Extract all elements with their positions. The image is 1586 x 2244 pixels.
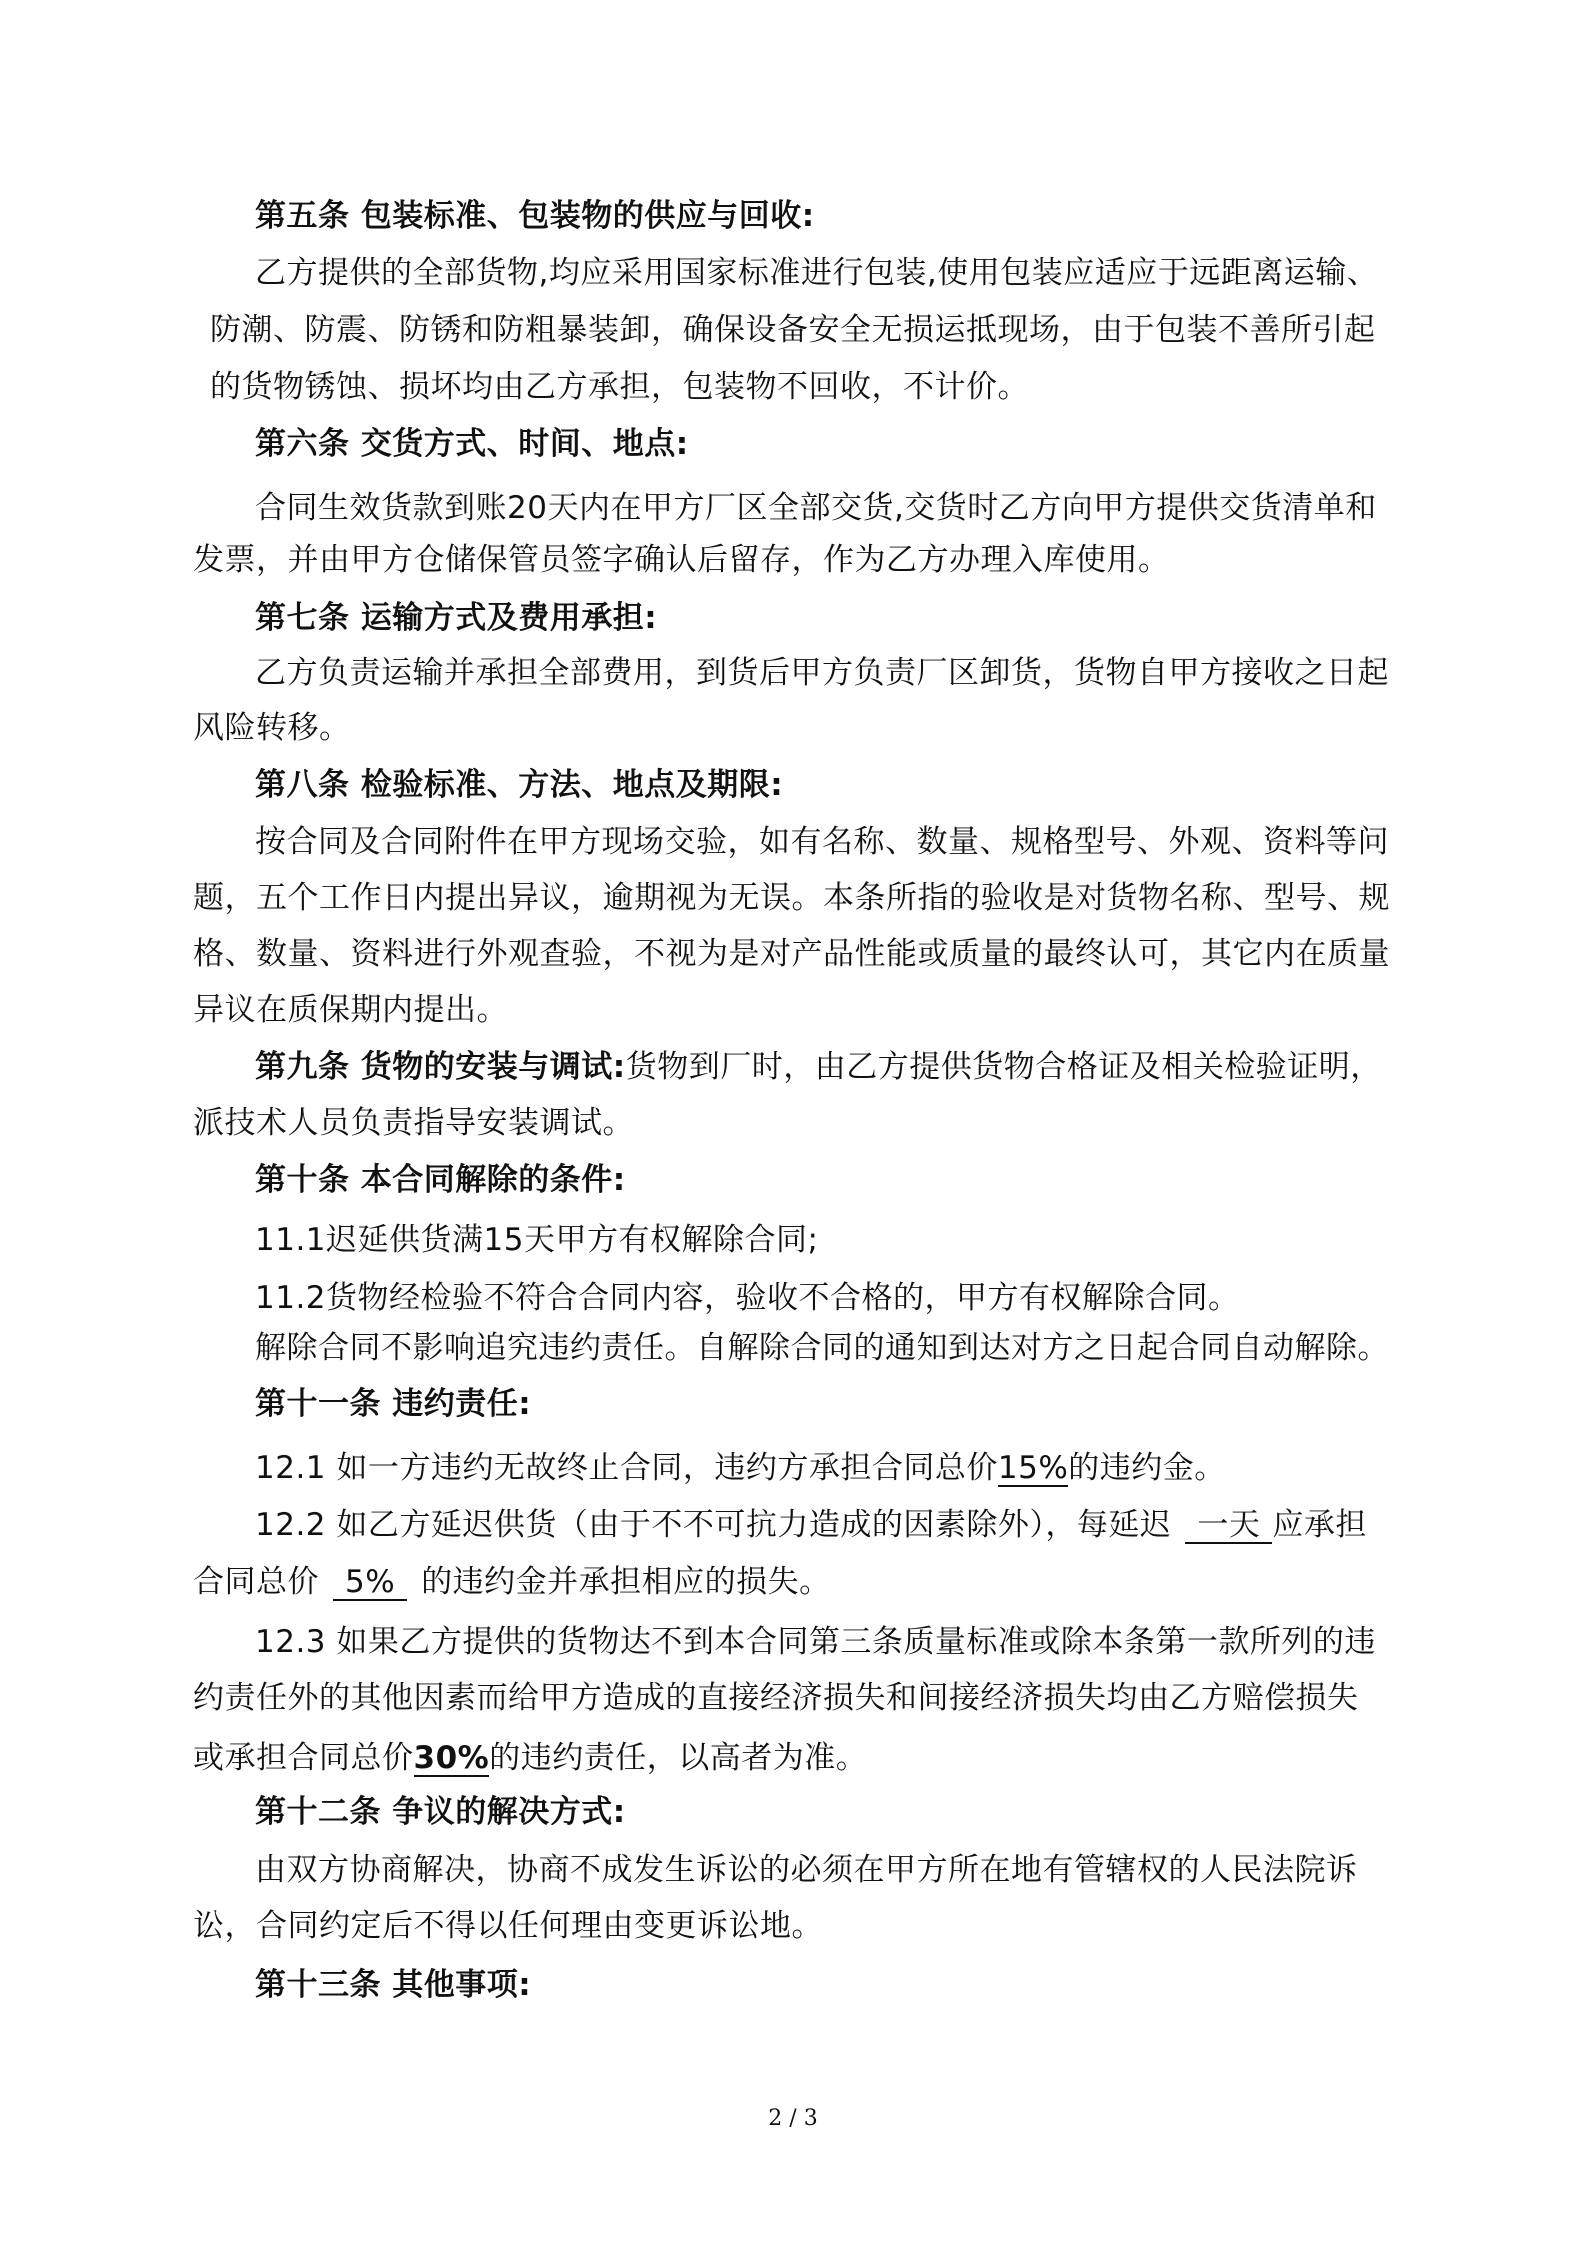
clause-12-1-text: 12.1 如一方违约无故终止合同，违约方承担合同总价 — [255, 1450, 998, 1486]
article-5-line-2: 防潮、防震、防锈和防粗暴装卸，确保设备安全无损运抵现场，由于包装不善所引起 — [210, 312, 1376, 348]
clause-12-1-tail: 的违约金。 — [1068, 1450, 1226, 1486]
article-8-heading: 第八条 检验标准、方法、地点及期限: — [255, 767, 784, 803]
article-7-line-2: 风险转移。 — [193, 710, 351, 746]
article-12-heading: 第十二条 争议的解决方式: — [255, 1794, 626, 1830]
article-11-clause-3-line-2: 约责任外的其他因素而给甲方造成的直接经济损失和间接经济损失均由乙方赔偿损失 — [193, 1680, 1359, 1716]
clause-12-2-text-2: 合同总价 — [193, 1564, 319, 1600]
article-9-line-1 — [255, 1047, 1382, 1087]
article-8-line-2: 题，五个工作日内提出异议，逾期视为无误。本条所指的验收是对货物名称、型号、规 — [193, 880, 1390, 916]
article-9-line-2: 派技术人员负责指导安装调试。 — [193, 1105, 634, 1141]
article-12-line-2: 讼，合同约定后不得以任何理由变更诉讼地。 — [193, 1908, 823, 1944]
article-8-line-4: 异议在质保期内提出。 — [193, 992, 508, 1028]
clause-12-2-tail: 应承担 — [1272, 1507, 1367, 1543]
article-8-line-3: 格、数量、资料进行外观查验，不视为是对产品性能或质量的最终认可，其它内在质量 — [193, 936, 1390, 972]
article-6-heading: 第六条 交货方式、时间、地点: — [255, 426, 689, 462]
article-10-clause-3: 解除合同不影响追究违约责任。自解除合同的通知到达对方之日起合同自动解除。 — [255, 1330, 1389, 1366]
article-5-line-3: 的货物锈蚀、损坏均由乙方承担，包装物不回收，不计价。 — [210, 369, 1029, 405]
article-10-clause-1: 11.1迟延供货满15天甲方有权解除合同; — [255, 1222, 819, 1258]
article-11-heading: 第十一条 违约责任: — [255, 1386, 532, 1422]
article-6-line-1: 合同生效货款到账20天内在甲方厂区全部交货,交货时乙方向甲方提供交货清单和 — [255, 490, 1377, 526]
clause-12-2-rate: 5% — [333, 1565, 407, 1601]
clause-12-2-period: 一天 — [1185, 1508, 1272, 1544]
clause-12-3-tail: 的违约责任，以高者为准。 — [489, 1740, 868, 1776]
article-8-line-1: 按合同及合同附件在甲方现场交验，如有名称、数量、规格型号、外观、资料等问 — [255, 824, 1389, 860]
article-10-heading: 第十条 本合同解除的条件: — [255, 1162, 626, 1198]
page-number: 2 / 3 — [768, 2106, 818, 2131]
article-10-clause-2: 11.2货物经检验不符合合同内容，验收不合格的，甲方有权解除合同。 — [255, 1280, 1240, 1316]
article-11-clause-1 — [255, 1448, 1226, 1488]
article-9-heading: 第九条 货物的安装与调试: — [255, 1049, 626, 1085]
article-11-clause-2-line-2 — [193, 1562, 831, 1602]
clause-12-3-rate: 30% — [413, 1740, 490, 1776]
article-11-clause-3-line-1: 12.3 如果乙方提供的货物达不到本合同第三条质量标准或除本条第一款所列的违 — [255, 1624, 1376, 1660]
clause-12-1-rate: 15% — [997, 1450, 1069, 1486]
article-7-heading: 第七条 运输方式及费用承担: — [255, 600, 658, 636]
article-11-clause-2-line-1 — [255, 1505, 1367, 1545]
article-12-line-1: 由双方协商解决，协商不成发生诉讼的必须在甲方所在地有管辖权的人民法院诉 — [255, 1852, 1358, 1888]
clause-12-2-tail-2: 的违约金并承担相应的损失。 — [421, 1564, 831, 1600]
article-13-heading: 第十三条 其他事项: — [255, 1967, 532, 2003]
article-5-line-1: 乙方提供的全部货物,均应采用国家标准进行包装,使用包装应适应于远距离运输、 — [255, 255, 1379, 291]
article-7-line-1: 乙方负责运输并承担全部费用，到货后甲方负责厂区卸货，货物自甲方接收之日起 — [255, 655, 1389, 691]
article-6-line-2: 发票，并由甲方仓储保管员签字确认后留存，作为乙方办理入库使用。 — [193, 542, 1170, 578]
article-11-clause-3-line-3 — [193, 1738, 867, 1778]
article-5-heading: 第五条 包装标准、包装物的供应与回收: — [255, 198, 815, 234]
clause-12-2-text: 12.2 如乙方延迟供货（由于不不可抗力造成的因素除外），每延迟 — [255, 1507, 1172, 1543]
article-9-text: 货物到厂时，由乙方提供货物合格证及相关检验证明， — [625, 1049, 1382, 1085]
clause-12-3-text: 或承担合同总价 — [193, 1740, 414, 1776]
